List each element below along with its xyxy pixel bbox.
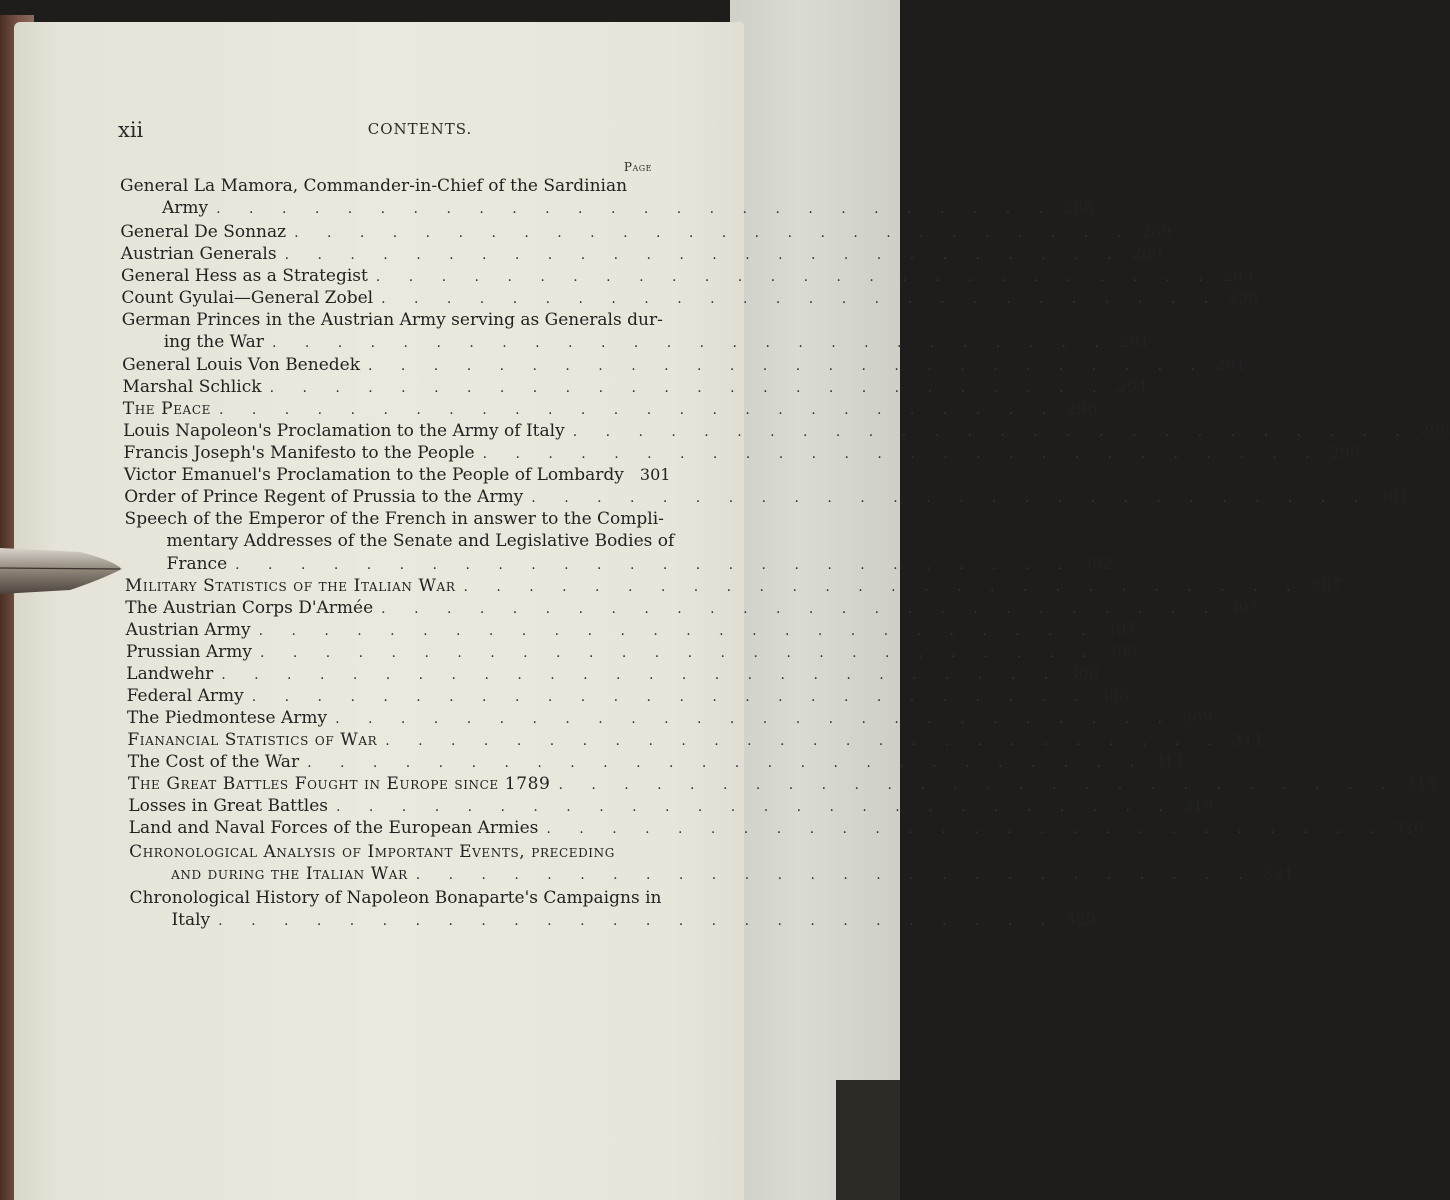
dot-leader: . . . . . . . . . . . . . . . . . . . . . . . . . . — [235, 556, 1075, 573]
contents-entry — [123, 465, 671, 485]
background-shadow — [836, 1080, 900, 1200]
entry-title: General Hess as a Strategist — [121, 266, 368, 286]
entry-page-number: 298 — [1419, 421, 1450, 440]
entry-title: Marshal Schlick — [122, 377, 262, 397]
entry-title: The Cost of the War — [127, 752, 300, 772]
entry-page-number: 288 — [1063, 198, 1094, 218]
entry-title: Austrian Generals — [120, 244, 277, 264]
entry-page-number: 318 — [1182, 796, 1214, 815]
entry-title: Military Statistics of the Italian War — [124, 576, 456, 596]
contents-entry — [128, 818, 1424, 838]
entry-title: Prussian Army — [125, 642, 252, 662]
contents-entry — [120, 244, 1163, 264]
entry-title: and during the Italian War — [171, 864, 408, 885]
contents-entry — [127, 752, 1185, 772]
dot-leader: . . . . . . . . . . . . . . . . . . . . . . . . . . — [375, 269, 1215, 285]
contents-entry — [128, 774, 1438, 794]
contents-entry — [122, 355, 1246, 375]
entry-page-number: 308 — [1106, 642, 1138, 661]
contents-entry — [125, 598, 1259, 618]
dot-leader: . . . . . . . . . . . . . . . . . . . . . . . . . . — [381, 601, 1221, 617]
entry-title: Chronological History of Napoleon Bonaparte's Campaigns in — [129, 888, 662, 908]
entry-page-number: 315 — [1405, 774, 1438, 793]
dot-leader: . . . . . . . . . . . . . . . . . . . . . . . . . . — [463, 579, 1303, 595]
entry-title: Francis Joseph's Manifesto to the People — [123, 443, 475, 463]
contents-entry-line — [120, 176, 654, 196]
entry-page-number: 307 — [1105, 620, 1137, 639]
entry-title: Landwehr — [126, 664, 214, 684]
entry-title: Louis Napoleon's Proclamation to the Army of Italy — [123, 421, 565, 441]
entry-page-number: 308 — [1068, 664, 1099, 683]
entry-title: General De Sonnaz — [120, 222, 287, 242]
contents-entry — [125, 642, 1138, 662]
dot-leader: . . . . . . . . . . . . . . . . . . . . . . . . . . — [558, 777, 1398, 793]
page-column-label: Page — [623, 160, 652, 174]
dot-leader: . . . . . . . . . . . . . . . . . . . . . . . . . . — [259, 645, 1099, 661]
dot-leader: . . . . . . . . . . . . . . . . . . . . . . . . . . — [482, 446, 1322, 462]
entry-title: France — [166, 553, 228, 574]
entry-title: Federal Army — [126, 686, 244, 706]
entry-page-number: 291 — [1118, 332, 1150, 352]
dot-leader: . . . . . . . . . . . . . . . . . . . . . . . . . . — [385, 733, 1225, 749]
contents-entry — [163, 332, 1150, 353]
entry-title: German Princes in the Austrian Army serving as Generals dur- — [121, 310, 663, 330]
dot-leader: . . . . . . . . . . . . . . . . . . . . . . . . . . — [336, 799, 1175, 815]
entry-title: Land and Naval Forces of the European Armies — [128, 818, 539, 838]
dot-leader: . . . . . . . . . . . . . . . . . . . . . . . . . . — [335, 711, 1175, 727]
knife-blade-icon — [0, 538, 125, 600]
entry-page-number: 296 — [1065, 399, 1099, 418]
entry-page-number: 321 — [1262, 864, 1296, 884]
contents-entry — [124, 576, 1343, 596]
entry-title: Army — [162, 198, 209, 219]
entry-page-number: 309 — [1182, 708, 1213, 727]
dot-leader: . . . . . . . . . . . . . . . . . . . . . . . . . . — [531, 490, 1371, 506]
page-heading: CONTENTS. — [367, 120, 473, 138]
entry-title: The Peace — [122, 399, 211, 419]
contents-entry — [121, 288, 1259, 308]
contents-entry — [127, 708, 1213, 728]
entry-page-number: 311 — [1154, 752, 1185, 771]
dot-leader: . . . . . . . . . . . . . . . . . . . . . . . . . . — [258, 623, 1098, 639]
dot-leader: . . . . . . . . . . . . . . . . . . . . . . . . . . — [546, 821, 1386, 837]
contents-entry — [171, 864, 1296, 885]
dot-leader: . . . . . . . . . . . . . . . . . . . . . . . . . . — [415, 867, 1255, 884]
contents-entry — [162, 198, 1094, 219]
dot-leader: . . . . . . . . . . . . . . . . . . . . . . . . . . — [218, 913, 1058, 930]
entry-page-number: 291 — [1214, 355, 1246, 374]
dot-leader: . . . . . . . . . . . . . . . . . . . . . . . . . . — [251, 689, 1091, 705]
dot-leader: . . . . . . . . . . . . . . . . . . . . . . . . . . — [307, 755, 1147, 771]
contents-entry-line — [166, 531, 675, 552]
entry-page-number: 289 — [1141, 222, 1172, 241]
entry-title: General Louis Von Benedek — [122, 355, 360, 375]
contents-entry — [128, 796, 1214, 816]
contents-entry — [171, 910, 1096, 931]
entry-page-number: 302 — [1082, 553, 1113, 573]
dot-leader: . . . . . . . . . . . . . . . . . . . . . . . . . . — [216, 201, 1056, 218]
entry-title: Italy — [171, 910, 211, 931]
entry-page-number: 289 — [1222, 266, 1254, 285]
entry-page-number: 290 — [1228, 288, 1259, 307]
entry-title: mentary Addresses of the Senate and Legislative Bodies of — [166, 531, 675, 552]
contents-entry-line — [129, 888, 662, 908]
contents-entry — [166, 553, 1113, 574]
dot-leader: . . . . . . . . . . . . . . . . . . . . . . . . . . — [381, 291, 1221, 307]
dot-leader: . . . . . . . . . . . . . . . . . . . . . . . . . . — [572, 424, 1412, 440]
contents-entry — [123, 443, 1361, 463]
entry-title: Victor Emanuel's Proclamation to the People of Lombardy — [123, 465, 624, 485]
entry-title: Speech of the Emperor of the French in answer to the Compli- — [124, 509, 664, 529]
contents-entry — [125, 620, 1137, 640]
dot-leader: . . . . . . . . . . . . . . . . . . . . . . . . . . — [221, 667, 1061, 683]
entry-page-number: 301 — [639, 465, 671, 484]
contents-entry — [122, 377, 1148, 397]
contents-entry — [120, 222, 1172, 242]
contents-entry-line — [129, 842, 654, 862]
page-number: xii — [118, 118, 144, 142]
entry-page-number: 299 — [1329, 443, 1361, 462]
contents-entry — [127, 730, 1265, 750]
contents-entry — [121, 266, 1254, 286]
entry-title: Chronological Analysis of Important Events, preceding — [129, 842, 615, 862]
entry-page-number: 294 — [1116, 377, 1148, 396]
entry-title: Order of Prince Regent of Prussia to the Army — [124, 487, 524, 507]
contents-entry — [124, 487, 1409, 507]
dot-leader: . . . . . . . . . . . . . . . . . . . . . . . . . . — [294, 225, 1134, 241]
dot-leader: . . . . . . . . . . . . . . . . . . . . . . . . . . — [284, 247, 1124, 263]
entry-title: Fianancial Statistics of War — [127, 730, 378, 750]
dot-leader: . . . . . . . . . . . . . . . . . . . . . . . . . . — [368, 358, 1207, 374]
entry-title: Austrian Army — [125, 620, 251, 640]
entry-title: Count Gyulai—General Zobel — [121, 288, 374, 308]
entry-page-number: 311 — [1232, 730, 1265, 749]
entry-title: General La Mamora, Commander-in-Chief of the Sardinian — [120, 176, 628, 196]
dot-leader: . . . . . . . . . . . . . . . . . . . . . . . . . . — [271, 335, 1111, 352]
dot-leader: . . . . . . . . . . . . . . . . . . . . . . . . . . — [269, 380, 1109, 396]
entry-page-number: 289 — [1131, 244, 1163, 263]
entry-title: The Great Battles Fought in Europe since 1789 — [128, 774, 551, 794]
entry-title: Losses in Great Battles — [128, 796, 328, 816]
facing-page — [730, 0, 900, 1200]
entry-title: The Piedmontese Army — [127, 708, 328, 728]
entry-title: ing the War — [163, 332, 264, 353]
entry-page-number: 301 — [1378, 487, 1409, 506]
contents-entry-line — [124, 509, 664, 529]
contents-entry-line — [121, 310, 663, 330]
contents-entry — [123, 421, 1450, 441]
entry-title: The Austrian Corps D'Armée — [125, 598, 374, 618]
entry-page-number: 307 — [1310, 576, 1343, 595]
contents-entry — [126, 664, 1099, 684]
entry-page-number: 320 — [1393, 818, 1424, 837]
entry-page-number: 307 — [1228, 598, 1259, 617]
dot-leader: . . . . . . . . . . . . . . . . . . . . . . . . . . — [218, 402, 1058, 418]
contents-entry — [126, 686, 1130, 706]
entry-page-number: 308 — [1098, 686, 1130, 705]
contents-entry — [122, 399, 1099, 419]
entry-page-number: 329 — [1065, 910, 1096, 930]
